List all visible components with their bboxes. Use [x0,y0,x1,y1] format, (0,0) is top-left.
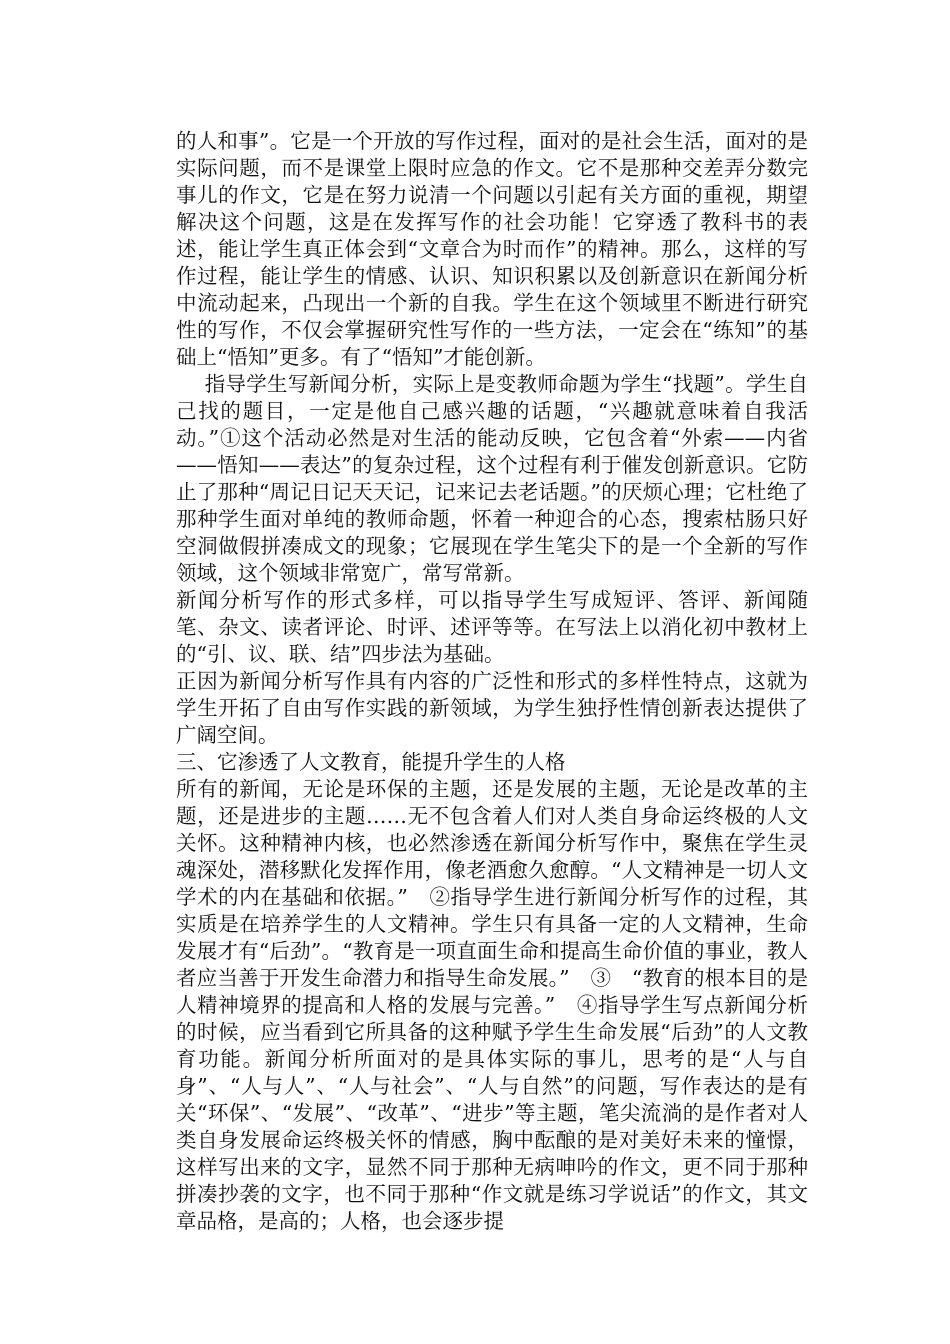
paragraph-5: 所有的新闻，无论是环保的主题，还是发展的主题，无论是改革的主题，还是进步的主题……无不包含着人们对人类自身命运终极的人文关怀。这种精神内核，也必然渗透在新闻分析写作中，聚焦在学生灵魂深处，潜移默化发挥作用，像老酒愈久愈醇。“人文精神是一切人文学术的内在基础和依据。” ②指导学生进行新闻分析写作的过程，其实质是在培养学生的人文精神。学生只有具备一定的人文精神，生命发展才有“后劲”。“教育是一项直面生命和提高生命价值的事业，教人者应当善于开发生命潜力和指导生命发展。” ③ “教育的根本目的是人精神境界的提高和人格的发展与完善。” ④指导学生写点新闻分析的时候，应当看到它所具备的这种赋予学生生命发展“后劲”的人文教育功能。新闻分析所面对的是具体实际的事儿，思考的是“人与自身”、“人与人”、“人与社会”、“人与自然”的问题，写作表达的是有关“环保”、“发展”、“改革”、“进步”等主题，笔尖流淌的是作者对人类自身发展命运终极关怀的情感，胸中酝酿的是对美好未来的憧憬，这样写出来的文字，显然不同于那种无病呻吟的作文，更不同于那种拼凑抄袭的文字，也不同于那种“作文就是练习学说话”的作文，其文章品格，是高的；人格，也会逐步提 [176,777,808,1233]
document-body [176,128,808,1235]
section-heading: 三、它渗透了人文教育，能提升学生的人格 [176,750,566,774]
paragraph-1: 的人和事”。它是一个开放的写作过程，面对的是社会生活，面对的是实际问题，而不是课堂上限时应急的作文。它不是那种交差弄分数完事儿的作文，它是在努力说清一个问题以引起有关方面的重视，期望解决这个问题，这是在发挥写作的社会功能！它穿透了教科书的表述，能让学生真正体会到“文章合为时而作”的精神。那么，这样的写作过程，能让学生的情感、认识、知识积累以及创新意识在新闻分析中流动起来，凸现出一个新的自我。学生在这个领域里不断进行研究性的写作，不仅会掌握研究性写作的一些方法，一定会在“练知”的基础上“悟知”更多。有了“悟知”才能创新。 [176,129,808,369]
paragraph-4: 正因为新闻分析写作具有内容的广泛性和形式的多样性特点，这就为学生开拓了自由写作实践的新领域，为学生独抒性情创新表达提供了广阔空间。 [176,669,808,747]
paragraph-3: 新闻分析写作的形式多样，可以指导学生写成短评、答评、新闻随笔、杂文、读者评论、时评、述评等等。在写法上以消化初中教材上的“引、议、联、结”四步法为基础。 [176,588,808,666]
paragraph-2: 指导学生写新闻分析，实际上是变教师命题为学生“找题”。学生自己找的题目，一定是他自己感兴趣的话题，“兴趣就意味着自我活动。”①这个活动必然是对生活的能动反映，它包含着“外索——内省——悟知——表达”的复杂过程，这个过程有利于催发创新意识。它防止了那种“周记日记天天记，记来记去老话题。”的厌烦心理；它杜绝了那种学生面对单纯的教师命题，怀着一种迎合的心态，搜索枯肠只好空洞做假拼凑成文的现象；它展现在学生笔尖下的是一个全新的写作领域，这个领域非常宽广，常写常新。 [176,372,808,585]
